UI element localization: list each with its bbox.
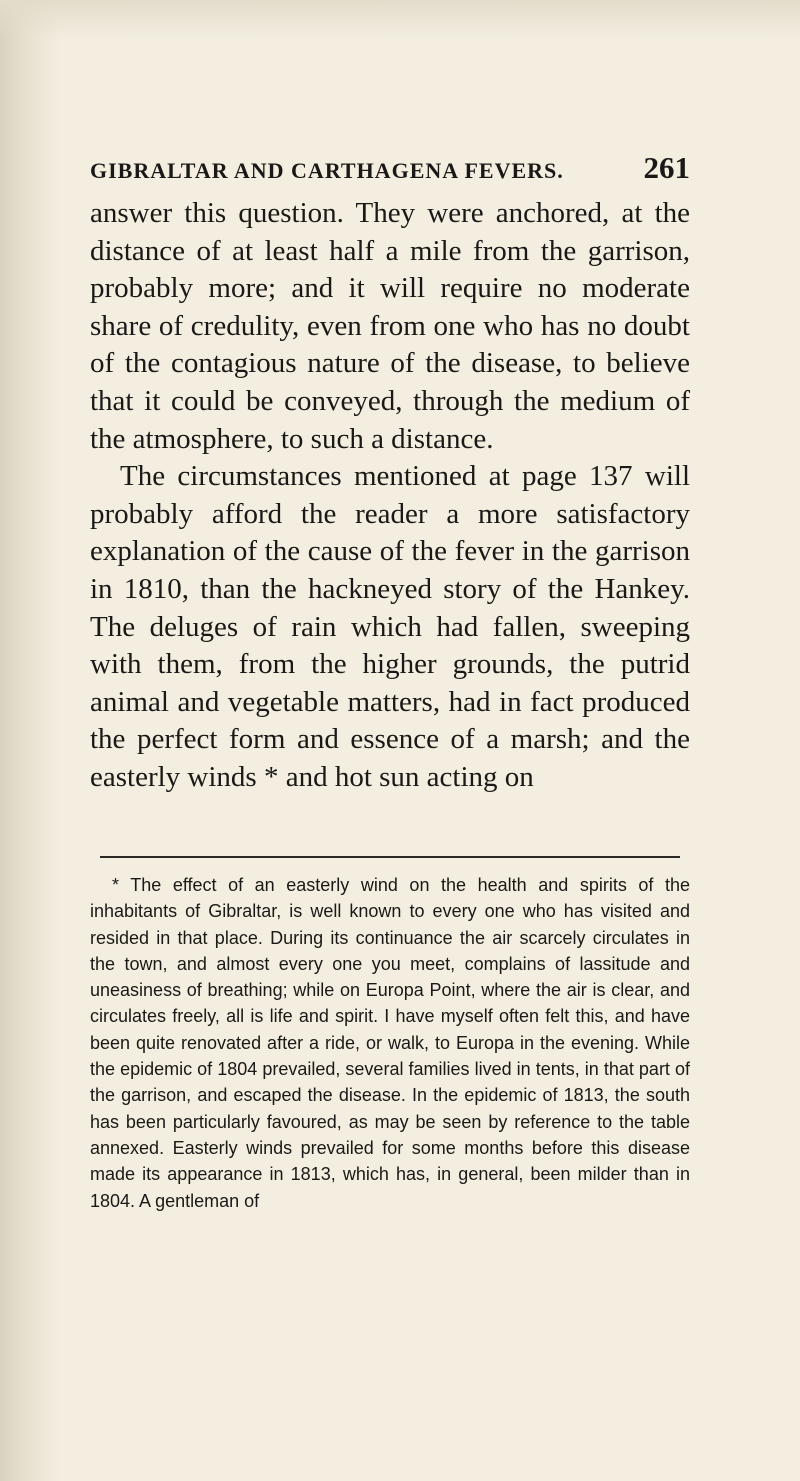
footnote-divider bbox=[100, 856, 680, 858]
paragraph-2: The circumstances mentioned at page 137 will probably afford the reader a more satisfactory explanation of the cause of the fever in the garrison in 1810, than the hackneyed story of the Hankey. The deluges of rain which had fallen, sweeping with them, from the higher grounds, the putrid animal and vegetable matters, had in fact produced the perfect form and essence of a marsh; and the easterly winds * and hot sun acting on bbox=[90, 460, 690, 793]
body-text bbox=[90, 195, 690, 797]
footnote: * The effect of an easterly wind on the health and spirits of the inhabitants of Gibraltar, is well known to every one who has visited and resided in that place. During its continuance the air scarcely circulates in the town, and almost every one you meet, complains of lassitude and uneasiness of breathing; while on Europa Point, where the air is clear, and circulates freely, all is life and spirit. I have myself often felt this, and have been quite renovated after a ride, or walk, to Europa in the evening. While the epidemic of 1804 prevailed, several families lived in tents, in that part of the garrison, and escaped the disease. In the epidemic of 1813, the south has been particularly favoured, as may be seen by reference to the table annexed. Easterly winds prevailed for some months before this disease made its appearance in 1813, which has, in general, been milder than in 1804. A gentleman of bbox=[90, 875, 690, 1211]
page-top-shadow bbox=[0, 0, 800, 40]
paragraph-1: answer this question. They were anchored, at the distance of at least half a mile from the garrison, probably more; and it will require no moderate share of credulity, even from one who has no doubt of the contagious nature of the disease, to believe that it could be conveyed, through the medium of the atmosphere, to such a distance. bbox=[90, 197, 690, 455]
page-number: 261 bbox=[643, 150, 690, 185]
running-title: GIBRALTAR AND CARTHAGENA FEVERS. bbox=[90, 158, 564, 183]
page-header bbox=[90, 150, 690, 190]
page-gutter-shadow bbox=[0, 0, 60, 1481]
